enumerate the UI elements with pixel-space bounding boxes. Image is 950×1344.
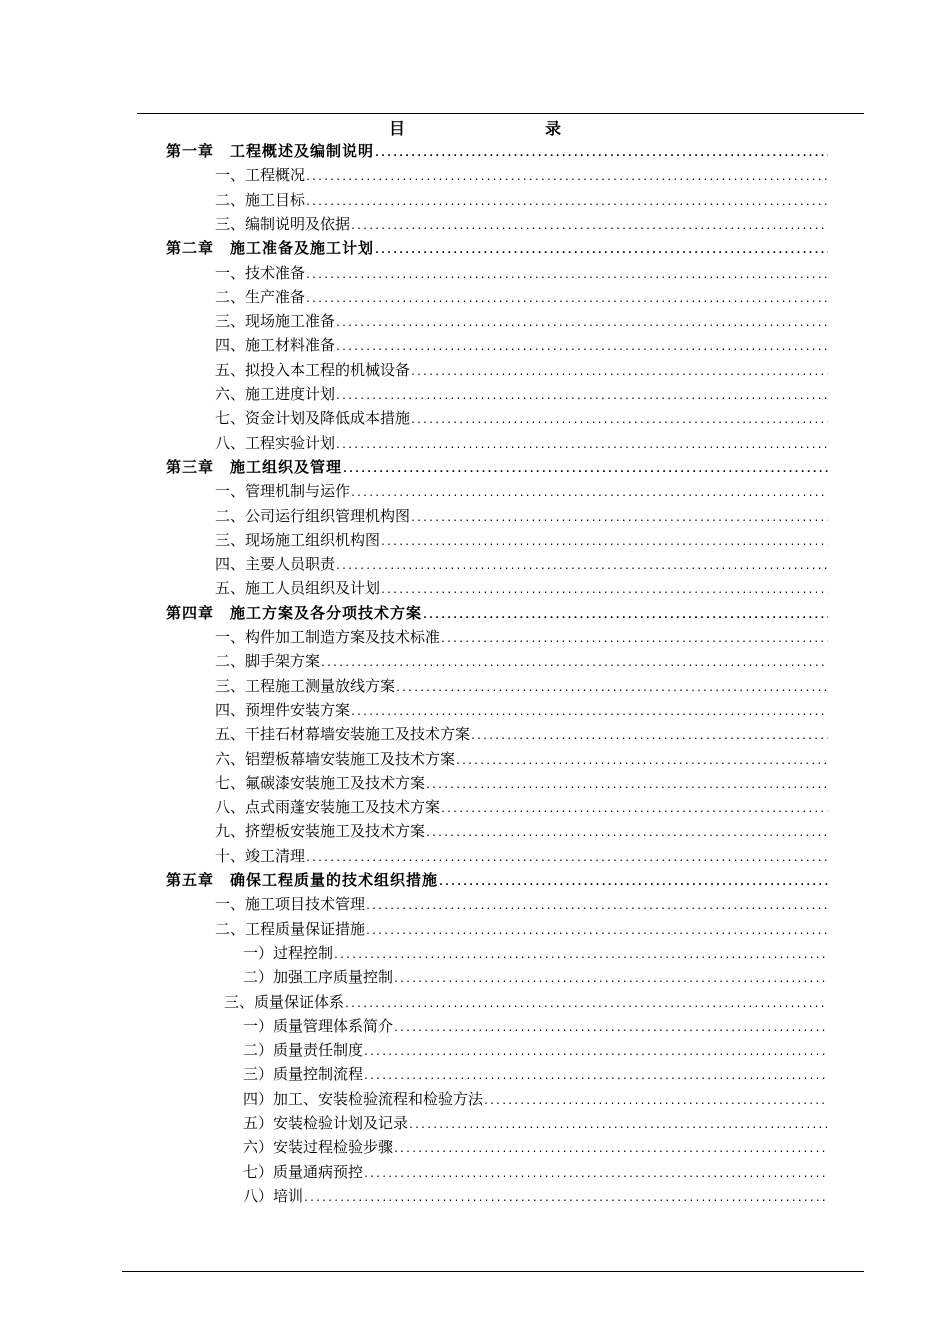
dot-leader [365, 896, 828, 918]
toc-entry-label: 五、拟投入本工程的机械设备 [215, 360, 411, 379]
dot-leader [335, 337, 828, 359]
toc-entry-label: 六、铝塑板幕墙安装施工及技术方案 [215, 749, 456, 768]
toc-entry[interactable] [243, 1112, 828, 1134]
toc-entry-label: 三、现场施工准备 [215, 312, 336, 331]
dot-leader [425, 775, 828, 797]
toc-chapter[interactable] [166, 456, 828, 478]
toc-entry-label: 七、资金计划及降低成本措施 [215, 409, 411, 428]
toc-entry-label: 一）过程控制 [243, 943, 334, 962]
toc-entry-label: 九、挤塑板安装施工及技术方案 [215, 822, 426, 841]
toc-entry[interactable] [215, 893, 828, 915]
toc-entry[interactable] [215, 626, 828, 648]
toc-chapter[interactable] [166, 140, 828, 162]
toc-entry-label: 十、竣工清理 [215, 846, 306, 865]
dot-leader [363, 1066, 828, 1088]
dot-leader [350, 483, 828, 505]
toc-entry[interactable] [215, 529, 828, 551]
toc-entry-label: 四、预埋件安装方案 [215, 700, 351, 719]
dot-leader [320, 653, 828, 675]
toc-entry-label: 二、公司运行组织管理机构图 [215, 506, 411, 525]
toc-entry-label: 八、工程实验计划 [215, 433, 336, 452]
toc-entry[interactable] [215, 699, 828, 721]
toc-entry-label: 三、工程施工测量放线方案 [215, 676, 396, 695]
dot-leader [335, 313, 828, 335]
dot-leader [380, 580, 828, 602]
toc-entry-label: 六）安装过程检验步骤 [243, 1138, 394, 1157]
toc-entry-label: 四）加工、安装检验流程和检验方法 [243, 1089, 484, 1108]
dot-leader [410, 362, 828, 384]
toc-entry-label: 二、施工目标 [215, 190, 306, 209]
toc-entry[interactable] [215, 650, 828, 672]
dot-leader [393, 1139, 828, 1161]
toc-entry-label: 二、脚手架方案 [215, 652, 321, 671]
toc-entry[interactable] [215, 845, 828, 867]
dot-leader [408, 1115, 828, 1137]
dot-leader [440, 629, 828, 651]
toc-entry[interactable] [215, 213, 828, 235]
toc-entry-label: 二）质量责任制度 [243, 1041, 364, 1060]
toc-title: 目 录 [388, 119, 597, 138]
dot-leader [470, 726, 828, 748]
toc-entry[interactable] [215, 164, 828, 186]
dot-leader [393, 1018, 828, 1040]
toc-entry[interactable] [243, 1136, 828, 1158]
toc-entry-label: 一）质量管理体系简介 [243, 1016, 394, 1035]
dot-leader [393, 969, 828, 991]
toc-entry-label: 一、管理机制与运作 [215, 482, 351, 501]
dot-leader [350, 216, 828, 238]
toc-entry-label: 第五章 确保工程质量的技术组织措施 [166, 871, 439, 889]
dot-leader [410, 508, 828, 530]
dot-leader [305, 167, 828, 189]
toc-entry[interactable] [243, 1039, 828, 1061]
toc-chapter[interactable] [166, 237, 828, 259]
toc-entry-label: 二）加强工序质量控制 [243, 968, 394, 987]
toc-entry[interactable] [243, 966, 828, 988]
toc-entry-label: 八、点式雨蓬安装施工及技术方案 [215, 798, 441, 817]
toc-entry-label: 六、施工进度计划 [215, 385, 336, 403]
toc-entry-label: 第四章 施工方案及各分项技术方案 [166, 603, 423, 622]
dot-leader [303, 1188, 828, 1210]
dot-leader [333, 945, 828, 967]
toc-entry[interactable] [215, 675, 828, 697]
toc-entry-label: 一、工程概况 [215, 166, 306, 185]
toc-entry-label: 第一章 工程概述及编制说明 [166, 142, 375, 160]
toc-entry[interactable] [215, 286, 828, 308]
dot-leader [410, 410, 828, 432]
toc-entry-label: 一、构件加工制造方案及技术标准 [215, 628, 441, 646]
toc-entry[interactable] [215, 407, 828, 429]
dot-leader [425, 823, 828, 845]
dot-leader [344, 994, 828, 1016]
dot-leader [335, 386, 828, 408]
dot-leader [374, 240, 828, 262]
toc-entry[interactable] [215, 334, 828, 356]
toc-entry-label: 三、编制说明及依据 [215, 214, 351, 233]
toc-entry-label: 二、工程质量保证措施 [215, 919, 366, 938]
dot-leader [483, 1091, 828, 1113]
toc-entry[interactable] [243, 942, 828, 964]
dot-leader [380, 532, 828, 554]
toc-entry-label: 七）质量通病预控 [243, 1162, 364, 1181]
toc-entry[interactable] [243, 1088, 828, 1110]
toc-entry-label: 一、施工项目技术管理 [215, 895, 366, 914]
dot-leader [342, 459, 828, 481]
dot-leader [374, 143, 828, 165]
toc-entry[interactable] [215, 772, 828, 794]
toc-entry[interactable] [215, 359, 828, 381]
dot-leader [395, 678, 828, 700]
dot-leader [438, 872, 828, 894]
toc-entry[interactable] [215, 553, 828, 575]
toc-entry-label: 五）安装检验计划及记录 [243, 1114, 409, 1132]
dot-leader [363, 1164, 828, 1186]
dot-leader [305, 289, 828, 311]
toc-entry-label: 三、质量保证体系 [224, 992, 345, 1011]
toc-entry[interactable] [215, 383, 828, 405]
toc-entry-label: 第二章 施工准备及施工计划 [166, 239, 375, 258]
toc-entry-label: 七、氟碳漆安装施工及技术方案 [215, 773, 426, 792]
toc-entry[interactable] [215, 577, 828, 599]
toc-entry[interactable] [215, 189, 828, 211]
dot-leader [422, 605, 828, 627]
dot-leader [335, 435, 828, 457]
toc-entry[interactable] [215, 480, 828, 502]
toc-entry[interactable] [243, 1015, 828, 1037]
dot-leader [440, 799, 828, 821]
toc-entry-label: 一、技术准备 [215, 263, 306, 282]
toc-entry-label: 四、主要人员职责 [215, 555, 336, 574]
toc-chapter[interactable] [166, 602, 828, 624]
dot-leader [455, 751, 828, 773]
toc-entry-label: 二、生产准备 [215, 287, 306, 306]
toc-entry-label: 四、施工材料准备 [215, 336, 336, 355]
dot-leader [305, 848, 828, 870]
dot-leader [363, 1042, 828, 1064]
dot-leader [335, 556, 828, 578]
header-rule [137, 113, 864, 114]
dot-leader [305, 265, 828, 287]
toc-entry[interactable] [243, 1063, 828, 1085]
toc-entry[interactable] [215, 796, 828, 818]
toc-entry[interactable] [224, 991, 828, 1013]
toc-entry[interactable] [215, 310, 828, 332]
toc-entry[interactable] [243, 1185, 828, 1207]
toc-entry-label: 五、干挂石材幕墙安装施工及技术方案 [215, 725, 471, 744]
toc-entry-label: 五、施工人员组织及计划 [215, 579, 381, 598]
dot-leader [305, 192, 828, 214]
toc-entry[interactable] [215, 820, 828, 842]
toc-entry-label: 八）培训 [243, 1186, 304, 1205]
toc-entry[interactable] [215, 723, 828, 745]
toc-entry[interactable] [243, 1161, 828, 1183]
dot-leader [365, 921, 828, 943]
toc-entry-label: 三、现场施工组织机构图 [215, 530, 381, 549]
toc-chapter[interactable] [166, 869, 828, 891]
toc-entry[interactable] [215, 262, 828, 284]
toc-entry-label: 第三章 施工组织及管理 [166, 457, 343, 476]
footer-rule [122, 1271, 864, 1272]
toc-entry[interactable] [215, 748, 828, 770]
toc-entry[interactable] [215, 918, 828, 940]
toc-entry-label: 三）质量控制流程 [243, 1065, 364, 1084]
toc-entry[interactable] [215, 432, 828, 454]
toc-entry[interactable] [215, 505, 828, 527]
dot-leader [350, 702, 828, 724]
